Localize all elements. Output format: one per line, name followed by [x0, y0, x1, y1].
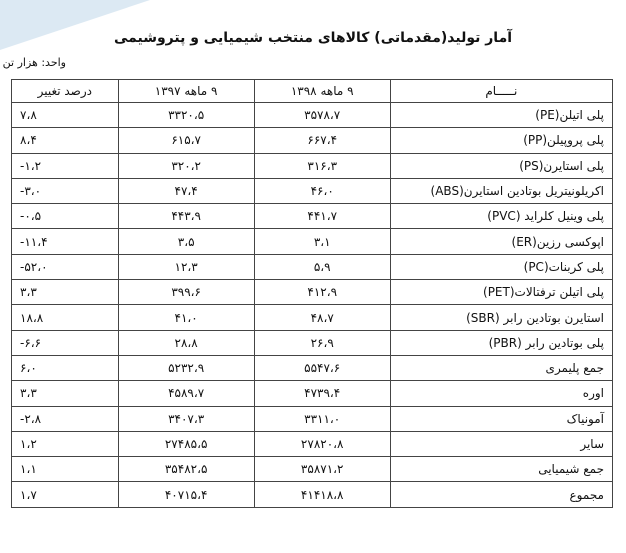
product-name-cell: پلی اتیلن(PE): [390, 103, 612, 128]
product-name-cell: آمونیاک: [390, 406, 612, 431]
table-row: [12, 381, 613, 406]
percent-change-cell: ۷،۸: [12, 103, 119, 128]
value-1398-cell: ۴۷۳۹،۴: [254, 381, 390, 406]
value-1398-cell: ۳۵۸۷۱،۲: [254, 457, 390, 482]
percent-change-cell: ۱،۷: [12, 482, 119, 507]
percent-change-cell: -۱۱،۴: [12, 229, 119, 254]
product-name-cell: پلی بوتادین رابر (PBR): [390, 330, 612, 355]
value-1398-cell: ۴۴۱،۷: [254, 204, 390, 229]
value-1397-cell: ۵۲۳۲،۹: [118, 355, 254, 380]
value-1397-cell: ۴۰۷۱۵،۴: [118, 482, 254, 507]
value-1397-cell: ۳۹۹،۶: [118, 280, 254, 305]
percent-change-cell: -۵۲،۰: [12, 254, 119, 279]
percent-change-cell: ۳،۳: [12, 280, 119, 305]
table-row: [12, 153, 613, 178]
percent-change-cell: -۶،۶: [12, 330, 119, 355]
product-name-cell: جمع پلیمری: [390, 355, 612, 380]
value-1398-cell: ۶۶۷،۴: [254, 128, 390, 153]
value-1398-cell: ۵۵۴۷،۶: [254, 355, 390, 380]
table-row: [12, 431, 613, 456]
table-row: [12, 178, 613, 203]
value-1397-cell: ۴۴۳،۹: [118, 204, 254, 229]
page-title: آمار تولید(مقدماتی) کالاهای منتخب شیمیایی و پتروشیمی: [113, 30, 513, 46]
value-1397-cell: ۳۴۰۷،۳: [118, 406, 254, 431]
percent-change-cell: -۱،۲: [12, 153, 119, 178]
table-row: [12, 128, 613, 153]
table-row: [12, 330, 613, 355]
product-name-cell: اوره: [390, 381, 612, 406]
value-1397-cell: ۳،۵: [118, 229, 254, 254]
table-row: [12, 305, 613, 330]
value-1398-cell: ۳۳۱۱،۰: [254, 406, 390, 431]
percent-change-cell: -۳،۰: [12, 178, 119, 203]
value-1398-cell: ۴۱۲،۹: [254, 280, 390, 305]
value-1397-cell: ۲۷۴۸۵،۵: [118, 431, 254, 456]
value-1398-cell: ۵،۹: [254, 254, 390, 279]
product-name-cell: پلی اتیلن ترفتالات(PET): [390, 280, 612, 305]
value-1398-cell: ۴۶،۰: [254, 178, 390, 203]
percent-change-cell: ۳،۳: [12, 381, 119, 406]
product-name-cell: جمع شیمیایی: [390, 457, 612, 482]
product-name-cell: پلی استایرن(PS): [390, 153, 612, 178]
value-1397-cell: ۴۱،۰: [118, 305, 254, 330]
table-row: [12, 254, 613, 279]
table-row: [12, 355, 613, 380]
value-1398-cell: ۲۷۸۲۰،۸: [254, 431, 390, 456]
table-row: [12, 229, 613, 254]
percent-change-cell: -۰،۵: [12, 204, 119, 229]
value-1398-cell: ۳،۱: [254, 229, 390, 254]
value-1398-cell: ۳۵۷۸،۷: [254, 103, 390, 128]
header-1398: ۹ ماهه ۱۳۹۸: [254, 80, 390, 103]
product-name-cell: اپوکسی رزین(ER): [390, 229, 612, 254]
header-name: نـــــام: [390, 80, 612, 103]
product-name-cell: اکریلونیتریل بوتادین استایرن(ABS): [390, 178, 612, 203]
value-1397-cell: ۳۳۲۰،۵: [118, 103, 254, 128]
product-name-cell: پلی وینیل کلراید (PVC): [390, 204, 612, 229]
product-name-cell: مجموع: [390, 482, 612, 507]
production-table: [11, 79, 613, 508]
product-name-cell: پلی کربنات(PC): [390, 254, 612, 279]
percent-change-cell: -۲،۸: [12, 406, 119, 431]
percent-change-cell: ۸،۴: [12, 128, 119, 153]
table-row: [12, 103, 613, 128]
header-1397: ۹ ماهه ۱۳۹۷: [118, 80, 254, 103]
value-1397-cell: ۴۵۸۹،۷: [118, 381, 254, 406]
table-row: [12, 204, 613, 229]
unit-label: واحد: هزار تن: [2, 56, 66, 69]
table-row: [12, 482, 613, 507]
value-1398-cell: ۴۱۴۱۸،۸: [254, 482, 390, 507]
product-name-cell: پلی پروپیلن(PP): [390, 128, 612, 153]
product-name-cell: استایرن بوتادین رابر (SBR): [390, 305, 612, 330]
percent-change-cell: ۱،۲: [12, 431, 119, 456]
table-row: [12, 280, 613, 305]
percent-change-cell: ۱،۱: [12, 457, 119, 482]
table-header-row: [12, 80, 613, 103]
product-name-cell: سایر: [390, 431, 612, 456]
value-1397-cell: ۲۸،۸: [118, 330, 254, 355]
value-1397-cell: ۴۷،۴: [118, 178, 254, 203]
value-1397-cell: ۳۵۴۸۲،۵: [118, 457, 254, 482]
value-1397-cell: ۶۱۵،۷: [118, 128, 254, 153]
percent-change-cell: ۱۸،۸: [12, 305, 119, 330]
table-row: [12, 457, 613, 482]
header-change: درصد تغییر: [12, 80, 119, 103]
value-1397-cell: ۳۲۰،۲: [118, 153, 254, 178]
value-1398-cell: ۲۶،۹: [254, 330, 390, 355]
table-row: [12, 406, 613, 431]
value-1398-cell: ۴۸،۷: [254, 305, 390, 330]
percent-change-cell: ۶،۰: [12, 355, 119, 380]
value-1397-cell: ۱۲،۳: [118, 254, 254, 279]
value-1398-cell: ۳۱۶،۳: [254, 153, 390, 178]
